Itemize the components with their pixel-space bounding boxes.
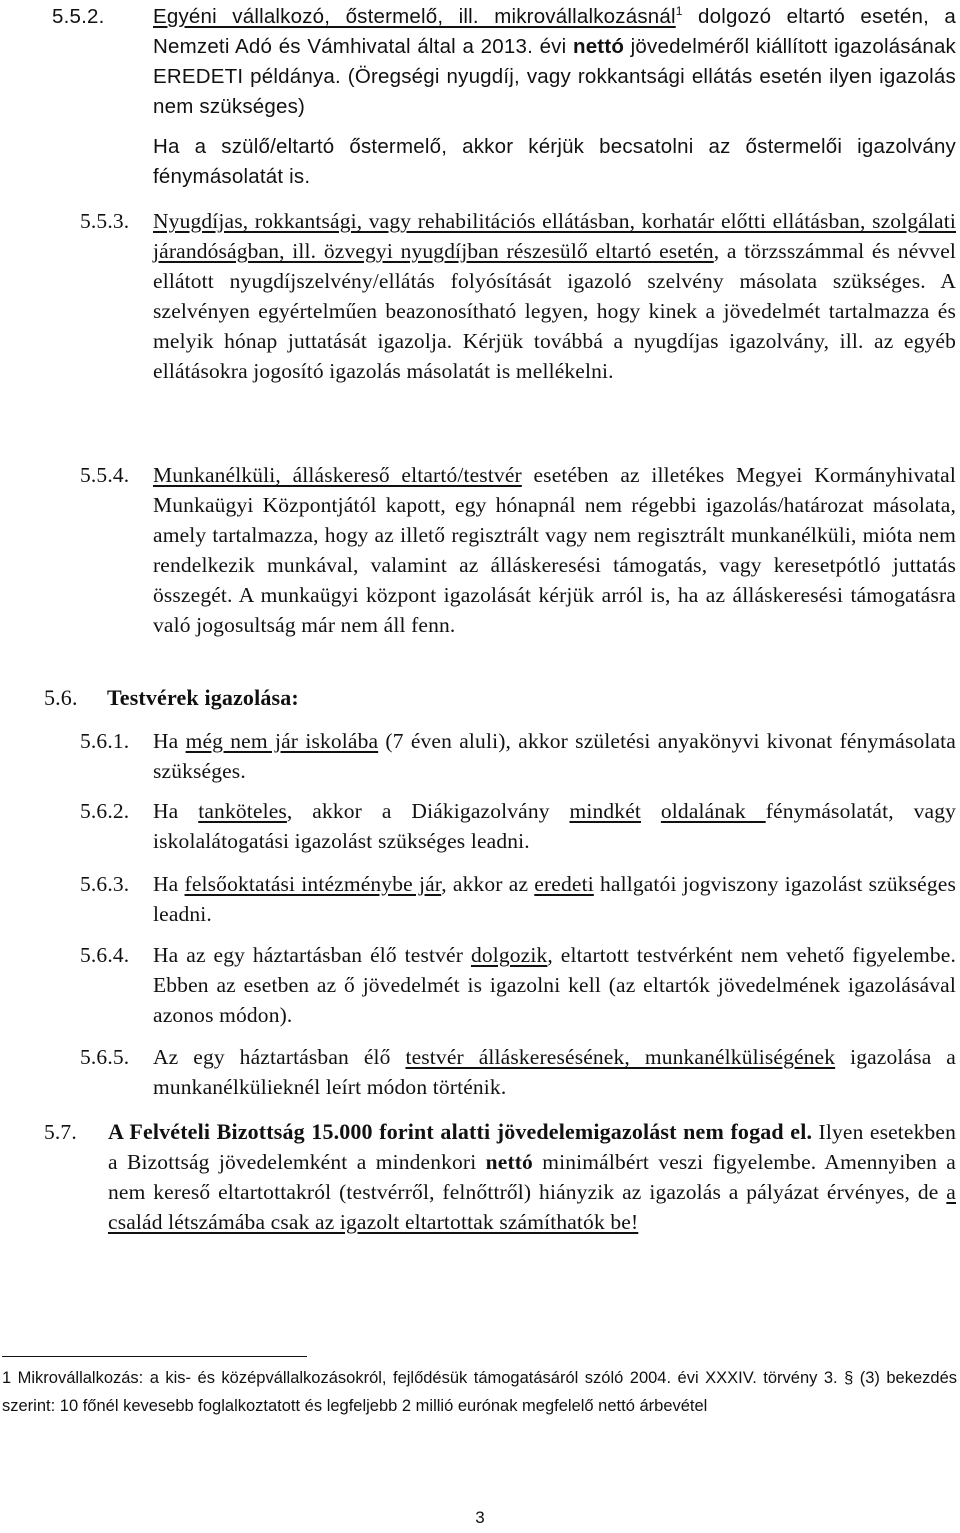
section-number: 5.6.3.: [80, 872, 130, 896]
section-5-6-2: [80, 796, 956, 856]
section-number: 5.6.5.: [80, 1045, 130, 1069]
footnote: 1 Mikrovállalkozás: a kis- és középvállalkozásokról, fejlődésük támogatásáról szóló 2004. évi XXXIV. törvény 3. § (3) bekezdés szerint: 10 főnél kevesebb foglalkoztatott és legfeljebb 2 millió eurónak megfelelő nettó árbevétel: [2, 1369, 957, 1415]
section-text: Egyéni vállalkozó, őstermelő, ill. mikrovállalkozásnál$^1$ dolgozó eltartó esetén, a Nemzeti Adó és Vámhivatal által a 2013. évi nettó jövedelméről kiállított igazolásának EREDETI példánya. (Öregségi nyugdíj, vagy rokkantsági ellátás esetén ilyen igazolás nem szükséges): [153, 4, 957, 118]
section-title: Testvérek igazolása:: [107, 685, 299, 710]
section-text: Ha tanköteles, akkor a Diákigazolvány mindkét oldalának fénymásolatát, vagy iskolalátogatási igazolást szükséges leadni.: [153, 799, 957, 853]
section-5-6-1: [80, 726, 956, 786]
section-5-5-4: [80, 460, 956, 670]
section-5-6-5: [80, 1042, 956, 1102]
page-number: 3: [475, 1508, 485, 1527]
section-text: Ha az egy háztartásban élő testvér dolgozik, eltartott testvérként nem vehető figyelembe. Ebben az esetben az ő jövedelmét is igazolni kell (az eltartók jövedelmének igazolásával azonos módon).: [153, 943, 956, 1027]
section-5-7: [44, 1117, 956, 1267]
section-5-5-3: [80, 206, 956, 446]
section-number: 5.6.2.: [80, 799, 130, 823]
section-number: 5.5.4.: [80, 463, 130, 487]
section-number: 5.6.: [44, 685, 78, 710]
section-number: 5.5.2.: [52, 5, 105, 28]
section-5-5-2-note: Ha a szülő/eltartó őstermelő, akkor kérjük becsatolni az őstermelői igazolvány fénymásolatát is.: [153, 135, 956, 188]
section-text: Ha még nem jár iskolába (7 éven aluli), akkor születési anyakönyvi kivonat fénymásolata szükséges.: [153, 729, 956, 783]
section-text: Az egy háztartásban élő testvér álláskeresésének, munkanélküliségének igazolása a munkanélkülieknél leírt módon történik.: [153, 1045, 957, 1099]
section-5-6-4: [80, 940, 956, 1030]
section-text: A Felvételi Bizottság 15.000 forint alatti jövedelemigazolást nem fogad el. Ilyen esetekben a Bizottság jövedelemként a mindenkori nettó minimálbért veszi figyelembe. Amennyiben a nem kereső eltartottakról (testvérről, felnőttről) hiányzik az igazolás a pályázat érvényes, de a család létszámába csak az igazolt eltartottak számíthatók be!: [108, 1119, 956, 1234]
section-5-6-3: [80, 869, 956, 929]
section-number: 5.6.1.: [80, 729, 130, 753]
footnote-separator: [2, 1356, 307, 1357]
section-number: 5.5.3.: [80, 209, 130, 233]
section-text: Ha felsőoktatási intézménybe jár, akkor az eredeti hallgatói jogviszony igazolást szükséges leadni.: [153, 872, 956, 926]
section-5-5-2: [52, 2, 956, 122]
footnote-ref: 1: [675, 4, 683, 18]
section-text: Nyugdíjas, rokkantsági, vagy rehabilitációs ellátásban, korhatár előtti ellátásban, szolgálati járandóságban, ill. özvegyi nyugdíjban részesülő eltartó esetén, a törzsszámmal és névvel ellátott nyugdíjszelvény/ellátás folyósítását igazoló szelvény másolata szükséges. A szelvényen egyértelműen beazonosítható legyen, hogy kinek a jövedelmét tartalmazza és melyik hónap juttatását igazolja. Kérjük továbbá a nyugdíjas igazolvány, ill. az egyéb ellátásokra jogosító igazolás másolatát is mellékelni.: [153, 209, 957, 383]
section-number: 5.7.: [44, 1120, 77, 1144]
section-text: Munkanélküli, álláskereső eltartó/testvér esetében az illetékes Megyei Kormányhivatal Munkaügyi Központjától kapott, egy hónapnál nem régebbi igazolás/határozat másolata, amely tartalmazza, hogy az illető regisztrált vagy nem regisztrált munkanélküli, mióta nem rendelkezik munkával, valamint az álláskeresési támogatás, vagy keresetpótló juttatás összegét. A munkaügyi központ igazolását kérjük arról is, ha az álláskeresési támogatásra való jogosultság már nem áll fenn.: [153, 463, 956, 637]
section-number: 5.6.4.: [80, 943, 130, 967]
